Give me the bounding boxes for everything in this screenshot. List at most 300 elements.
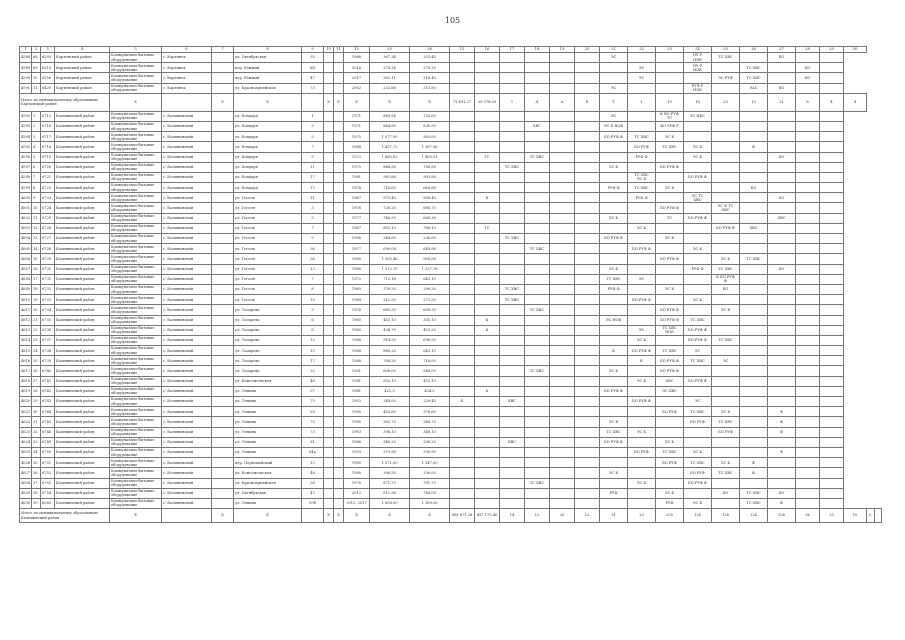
table-cell [575, 234, 600, 244]
table-cell: с. Калининский [162, 213, 212, 223]
table-cell [324, 213, 334, 223]
table-cell [450, 315, 475, 325]
table-cell [450, 498, 475, 508]
table-cell [628, 488, 656, 498]
table-cell [820, 142, 844, 152]
table-cell: 15 [450, 47, 475, 53]
table-cell [600, 295, 628, 305]
table-cell [550, 315, 575, 325]
table-cell: 1967 [344, 223, 370, 233]
table-cell [334, 223, 344, 233]
table-cell [684, 488, 712, 498]
table-cell: 75 [302, 397, 324, 407]
table-cell: ул. Бондаря [234, 132, 302, 142]
table-cell [768, 183, 796, 193]
table-cell: 812,96 [370, 488, 410, 498]
table-cell: 4621 [20, 407, 32, 417]
table-cell: БО РУФ [684, 417, 712, 427]
table-cell [712, 83, 740, 93]
table-cell: 5 [32, 152, 41, 162]
table-cell: 25 [820, 509, 844, 523]
table-cell: БО РУФ Р [656, 121, 684, 131]
table-cell [550, 274, 575, 284]
table-row [20, 315, 882, 325]
table-cell [525, 335, 550, 345]
table-cell: РУФ Р НОК [684, 83, 712, 93]
table-cell: ЭС К [684, 498, 712, 508]
table-cell [740, 386, 768, 396]
table-cell: 716,00 [410, 356, 450, 366]
table-cell: К [475, 325, 500, 335]
table-cell [500, 203, 525, 213]
table-cell [820, 478, 844, 488]
table-cell: 643,10 [410, 274, 450, 284]
table-cell [575, 468, 600, 478]
table-cell [768, 244, 796, 254]
table-cell [712, 193, 740, 203]
table-cell: 4628 [20, 478, 32, 488]
table-cell [500, 193, 525, 203]
table-cell: 2016 [344, 63, 370, 73]
table-cell: 4625 [20, 447, 32, 457]
table-cell [796, 223, 820, 233]
table-cell: 10 [32, 73, 41, 83]
table-cell [324, 244, 334, 254]
table-cell: 726,29 [370, 203, 410, 213]
table-cell [450, 172, 475, 182]
table-cell: 688,70 [410, 203, 450, 213]
table-cell: 22 [302, 366, 324, 376]
table-cell: Ф [768, 427, 796, 437]
table-cell [212, 447, 234, 457]
table-cell: 6744 [41, 407, 55, 417]
table-cell: 4629 [20, 488, 32, 498]
table-cell [796, 295, 820, 305]
table-cell: 31 [32, 417, 41, 427]
table-row [20, 478, 882, 488]
table-cell: Калининский район [55, 427, 110, 437]
table-cell: К [600, 346, 628, 356]
table-cell: ЭС НОК [600, 315, 628, 325]
table-cell [550, 83, 575, 93]
table-cell [500, 142, 525, 152]
table-cell: 699,08 [370, 244, 410, 254]
table-cell [768, 223, 796, 233]
table-cell [324, 478, 334, 488]
table-cell [525, 346, 550, 356]
table-cell [500, 121, 525, 131]
table-cell: 452,10 [370, 315, 410, 325]
table-cell: 81 [302, 437, 324, 447]
table-cell [525, 356, 550, 366]
table-cell [820, 152, 844, 162]
table-cell: 708,20 [370, 356, 410, 366]
table-cell [212, 427, 234, 437]
table-cell: 1976 [344, 203, 370, 213]
table-cell: 1966 [344, 335, 370, 345]
table-cell: 4601 [20, 203, 32, 213]
table-cell: ЭС К [684, 447, 712, 457]
table-cell: 4630 [20, 498, 32, 508]
table-cell [525, 234, 550, 244]
table-cell: 1 660,83 [370, 152, 410, 162]
table-cell [324, 172, 334, 182]
table-cell [628, 111, 656, 121]
table-cell: с. Калининский [162, 121, 212, 131]
table-cell: 6752 [41, 468, 55, 478]
table-cell: 213,50 [410, 83, 450, 93]
table-cell: Картинский район [55, 63, 110, 73]
table-cell: 1965 [344, 325, 370, 335]
table-cell: ТС [656, 213, 684, 223]
table-cell [500, 468, 525, 478]
table-cell [550, 376, 575, 386]
table-cell: с. Калининский [162, 254, 212, 264]
table-cell: 1965 [344, 315, 370, 325]
table-cell: 4618 [20, 376, 32, 386]
table-cell [525, 193, 550, 203]
table-cell [500, 183, 525, 193]
table-cell [334, 73, 344, 83]
table-cell [740, 274, 768, 284]
table-cell [820, 458, 844, 468]
table-cell [475, 397, 500, 407]
table-cell: Ф [740, 468, 768, 478]
table-cell [740, 295, 768, 305]
table-cell [450, 366, 475, 376]
table-cell: БО [712, 284, 740, 294]
table-cell [525, 254, 550, 264]
table-cell [334, 468, 344, 478]
table-cell: 1972 [344, 152, 370, 162]
table-cell: 20 [575, 47, 600, 53]
table-cell: 6 [32, 162, 41, 172]
table-cell: Х [324, 509, 334, 523]
table-cell [550, 244, 575, 254]
table-cell [796, 254, 820, 264]
table-cell [450, 83, 475, 93]
table-cell [550, 73, 575, 83]
table-cell: 1 [302, 111, 324, 121]
table-cell [334, 305, 344, 315]
table-cell [628, 468, 656, 478]
table-cell [712, 437, 740, 447]
table-row [20, 417, 882, 427]
table-cell [475, 498, 500, 508]
table-cell: 7 [32, 172, 41, 182]
table-cell: Ф [768, 407, 796, 417]
table-cell: 6717 [41, 132, 55, 142]
table-cell [212, 254, 234, 264]
table-row [20, 335, 882, 345]
table-cell: 4590 [20, 73, 32, 83]
table-cell: 7 [212, 47, 234, 53]
table-cell: 298,20 [410, 284, 450, 294]
table-row [20, 193, 882, 203]
table-cell [450, 111, 475, 121]
table-cell: 47 [302, 73, 324, 83]
table-cell: 6721 [41, 172, 55, 182]
table-cell [212, 111, 234, 121]
table-cell [575, 458, 600, 468]
table-cell: ул. Бондаря [234, 183, 302, 193]
table-cell [475, 121, 500, 131]
table-cell [740, 264, 768, 274]
table-cell [820, 121, 844, 131]
table-cell [212, 325, 234, 335]
table-cell [820, 73, 844, 83]
table-cell [575, 264, 600, 274]
table-cell [550, 172, 575, 182]
table-cell: 1 [20, 47, 32, 53]
table-cell [796, 458, 820, 468]
table-cell [324, 284, 334, 294]
table-cell: Х [334, 509, 344, 523]
table-cell: 20 [550, 509, 575, 523]
table-cell [820, 254, 844, 264]
table-cell: ул. Лазарева [234, 366, 302, 376]
table-cell: 3 [32, 132, 41, 142]
table-cell [212, 73, 234, 83]
table-cell [525, 132, 550, 142]
table-cell: 6740 [41, 366, 55, 376]
table-cell [550, 407, 575, 417]
table-cell [550, 234, 575, 244]
table-cell: 18 [684, 93, 712, 111]
table-cell: 1981 [344, 376, 370, 386]
table-cell [575, 397, 600, 407]
table-cell [740, 325, 768, 335]
table-cell: БО [796, 63, 820, 73]
table-cell: 6737 [41, 335, 55, 345]
table-cell [740, 305, 768, 315]
table-cell: 26 [740, 47, 768, 53]
table-cell [475, 417, 500, 427]
table-cell [768, 284, 796, 294]
table-cell: Х [370, 93, 410, 111]
table-cell [475, 356, 500, 366]
table-cell [768, 325, 796, 335]
table-cell [768, 468, 796, 478]
table-cell: Коммунально-бытовые оборудование [110, 234, 162, 244]
table-cell: 4605 [20, 244, 32, 254]
table-cell: Ф [768, 447, 796, 457]
table-cell: 1 347,00 [410, 458, 450, 468]
table-cell: Калининский район [55, 386, 110, 396]
table-cell: ГС [475, 152, 500, 162]
table-cell: К [628, 356, 656, 366]
table-row [20, 162, 882, 172]
table-cell: ЭС [628, 73, 656, 83]
table-cell [550, 183, 575, 193]
table-cell: 6738 [41, 346, 55, 356]
table-cell [212, 264, 234, 274]
table-cell [525, 172, 550, 182]
table-cell: ЭС ТС ХВС [684, 193, 712, 203]
table-cell: 6429 [41, 83, 55, 93]
table-cell: 4604 [20, 234, 32, 244]
table-cell [334, 121, 344, 131]
table-cell [740, 356, 768, 366]
table-cell: 39 [32, 498, 41, 508]
table-cell: 6726 [41, 223, 55, 233]
table-cell: 1980 [344, 264, 370, 274]
table-cell [212, 346, 234, 356]
table-cell: 34 [32, 447, 41, 457]
table-cell: Калининский район [55, 142, 110, 152]
table-cell: 1981 [344, 172, 370, 182]
table-cell: 1969 [344, 284, 370, 294]
table-cell [796, 447, 820, 457]
table-cell [712, 386, 740, 396]
table-cell: 4592 [20, 111, 32, 121]
table-cell: Калининский район [55, 295, 110, 305]
table-cell: 306,58 [370, 468, 410, 478]
table-cell: 6728 [41, 244, 55, 254]
table-cell [324, 468, 334, 478]
table-cell: ул. Ленина [234, 498, 302, 508]
table-cell [628, 437, 656, 447]
table-cell: ул. Гоголя [234, 284, 302, 294]
table-cell: с. Калининский [162, 264, 212, 274]
table-cell: ТС ХВС [740, 488, 768, 498]
table-cell [525, 397, 550, 407]
table-cell: с. Калининский [162, 172, 212, 182]
table-cell [550, 417, 575, 427]
table-cell [475, 254, 500, 264]
table-cell: 28 [796, 47, 820, 53]
table-cell [324, 162, 334, 172]
table-cell [324, 356, 334, 366]
table-cell [820, 213, 844, 223]
table-cell: Калининский район [55, 183, 110, 193]
table-cell [324, 121, 334, 131]
table-cell [575, 447, 600, 457]
table-cell: 46 [302, 376, 324, 386]
table-cell: БО [740, 183, 768, 193]
table-cell: ХВС [768, 213, 796, 223]
table-cell [550, 356, 575, 366]
table-cell [334, 427, 344, 437]
table-cell [334, 407, 344, 417]
table-row [20, 468, 882, 478]
table-cell: Ф [740, 458, 768, 468]
table-cell [525, 437, 550, 447]
table-cell: 224 [740, 509, 768, 523]
table-cell: с. Калининский [162, 335, 212, 345]
table-cell [575, 284, 600, 294]
table-cell [820, 53, 844, 63]
table-cell [324, 386, 334, 396]
table-cell [628, 305, 656, 315]
table-cell: ТС ХВС [525, 305, 550, 315]
table-cell [550, 335, 575, 345]
table-cell [684, 254, 712, 264]
table-cell [212, 468, 234, 478]
table-cell: Калининский район [55, 498, 110, 508]
table-cell: БО РУФ [628, 142, 656, 152]
table-cell [450, 478, 475, 488]
table-row [20, 274, 882, 284]
table-cell: 863,10 [370, 223, 410, 233]
table-cell: 36 [302, 244, 324, 254]
table-cell: Коммунально-бытовые оборудование [110, 315, 162, 325]
table-cell: 9 [302, 47, 324, 53]
table-cell: ТС ХВС [712, 264, 740, 274]
table-cell [575, 223, 600, 233]
table-cell: БО РУФ Ф [600, 132, 628, 142]
table-cell: 12 [344, 47, 370, 53]
table-cell: 718,65 [370, 183, 410, 193]
total-row [20, 509, 882, 523]
table-cell: БО РУФ Ф [656, 315, 684, 325]
table-cell [684, 437, 712, 447]
table-cell [500, 172, 525, 182]
table-cell: Коммунально-бытовые оборудование [110, 386, 162, 396]
table-cell [796, 121, 820, 131]
table-cell [628, 264, 656, 274]
table-cell [525, 111, 550, 121]
table-cell: 498 671,28 [450, 509, 475, 523]
table-cell: 4597 [20, 162, 32, 172]
table-cell: 21 [32, 315, 41, 325]
table-cell: 6723 [41, 193, 55, 203]
table-cell: ТС ХВС [712, 417, 740, 427]
table-cell [334, 152, 344, 162]
table-cell [820, 162, 844, 172]
table-cell: ТС ХВС [684, 458, 712, 468]
table-cell [500, 213, 525, 223]
table-cell: РУФ Ф [628, 152, 656, 162]
table-cell [740, 366, 768, 376]
table-cell [450, 234, 475, 244]
table-cell [525, 162, 550, 172]
table-cell [575, 274, 600, 284]
table-cell [550, 132, 575, 142]
table-cell [600, 244, 628, 254]
table-cell [550, 162, 575, 172]
table-cell: 6725 [41, 213, 55, 223]
table-cell: Коммунально-бытовые оборудование [110, 437, 162, 447]
table-cell [796, 193, 820, 203]
table-cell: 5 [110, 47, 162, 53]
table-cell [334, 274, 344, 284]
table-cell: Коммунально-бытовые оборудование [110, 111, 162, 121]
table-cell: 6716 [41, 121, 55, 131]
table-cell: ЭС [628, 274, 656, 284]
table-cell: 903,68 [410, 172, 450, 182]
table-cell [796, 132, 820, 142]
table-cell [600, 73, 628, 83]
table-cell: 1975 [344, 162, 370, 172]
table-cell [212, 437, 234, 447]
table-cell [740, 193, 768, 203]
table-cell [324, 223, 334, 233]
table-cell: 17 [32, 274, 41, 284]
table-cell: ул. Лазарева [234, 356, 302, 366]
table-cell: 32 [32, 427, 41, 437]
table-cell: 668,38 [410, 213, 450, 223]
table-cell: с. Калининский [162, 366, 212, 376]
subtotal-row [20, 93, 882, 111]
table-cell: Коммунально-бытовые оборудование [110, 203, 162, 213]
table-cell: Коммунально-бытовые оборудование [110, 183, 162, 193]
table-cell [575, 213, 600, 223]
table-cell: 680,50 [370, 305, 410, 315]
table-cell [450, 468, 475, 478]
table-cell: Коммунально-бытовые оборудование [110, 223, 162, 233]
table-cell: 10 [32, 203, 41, 213]
